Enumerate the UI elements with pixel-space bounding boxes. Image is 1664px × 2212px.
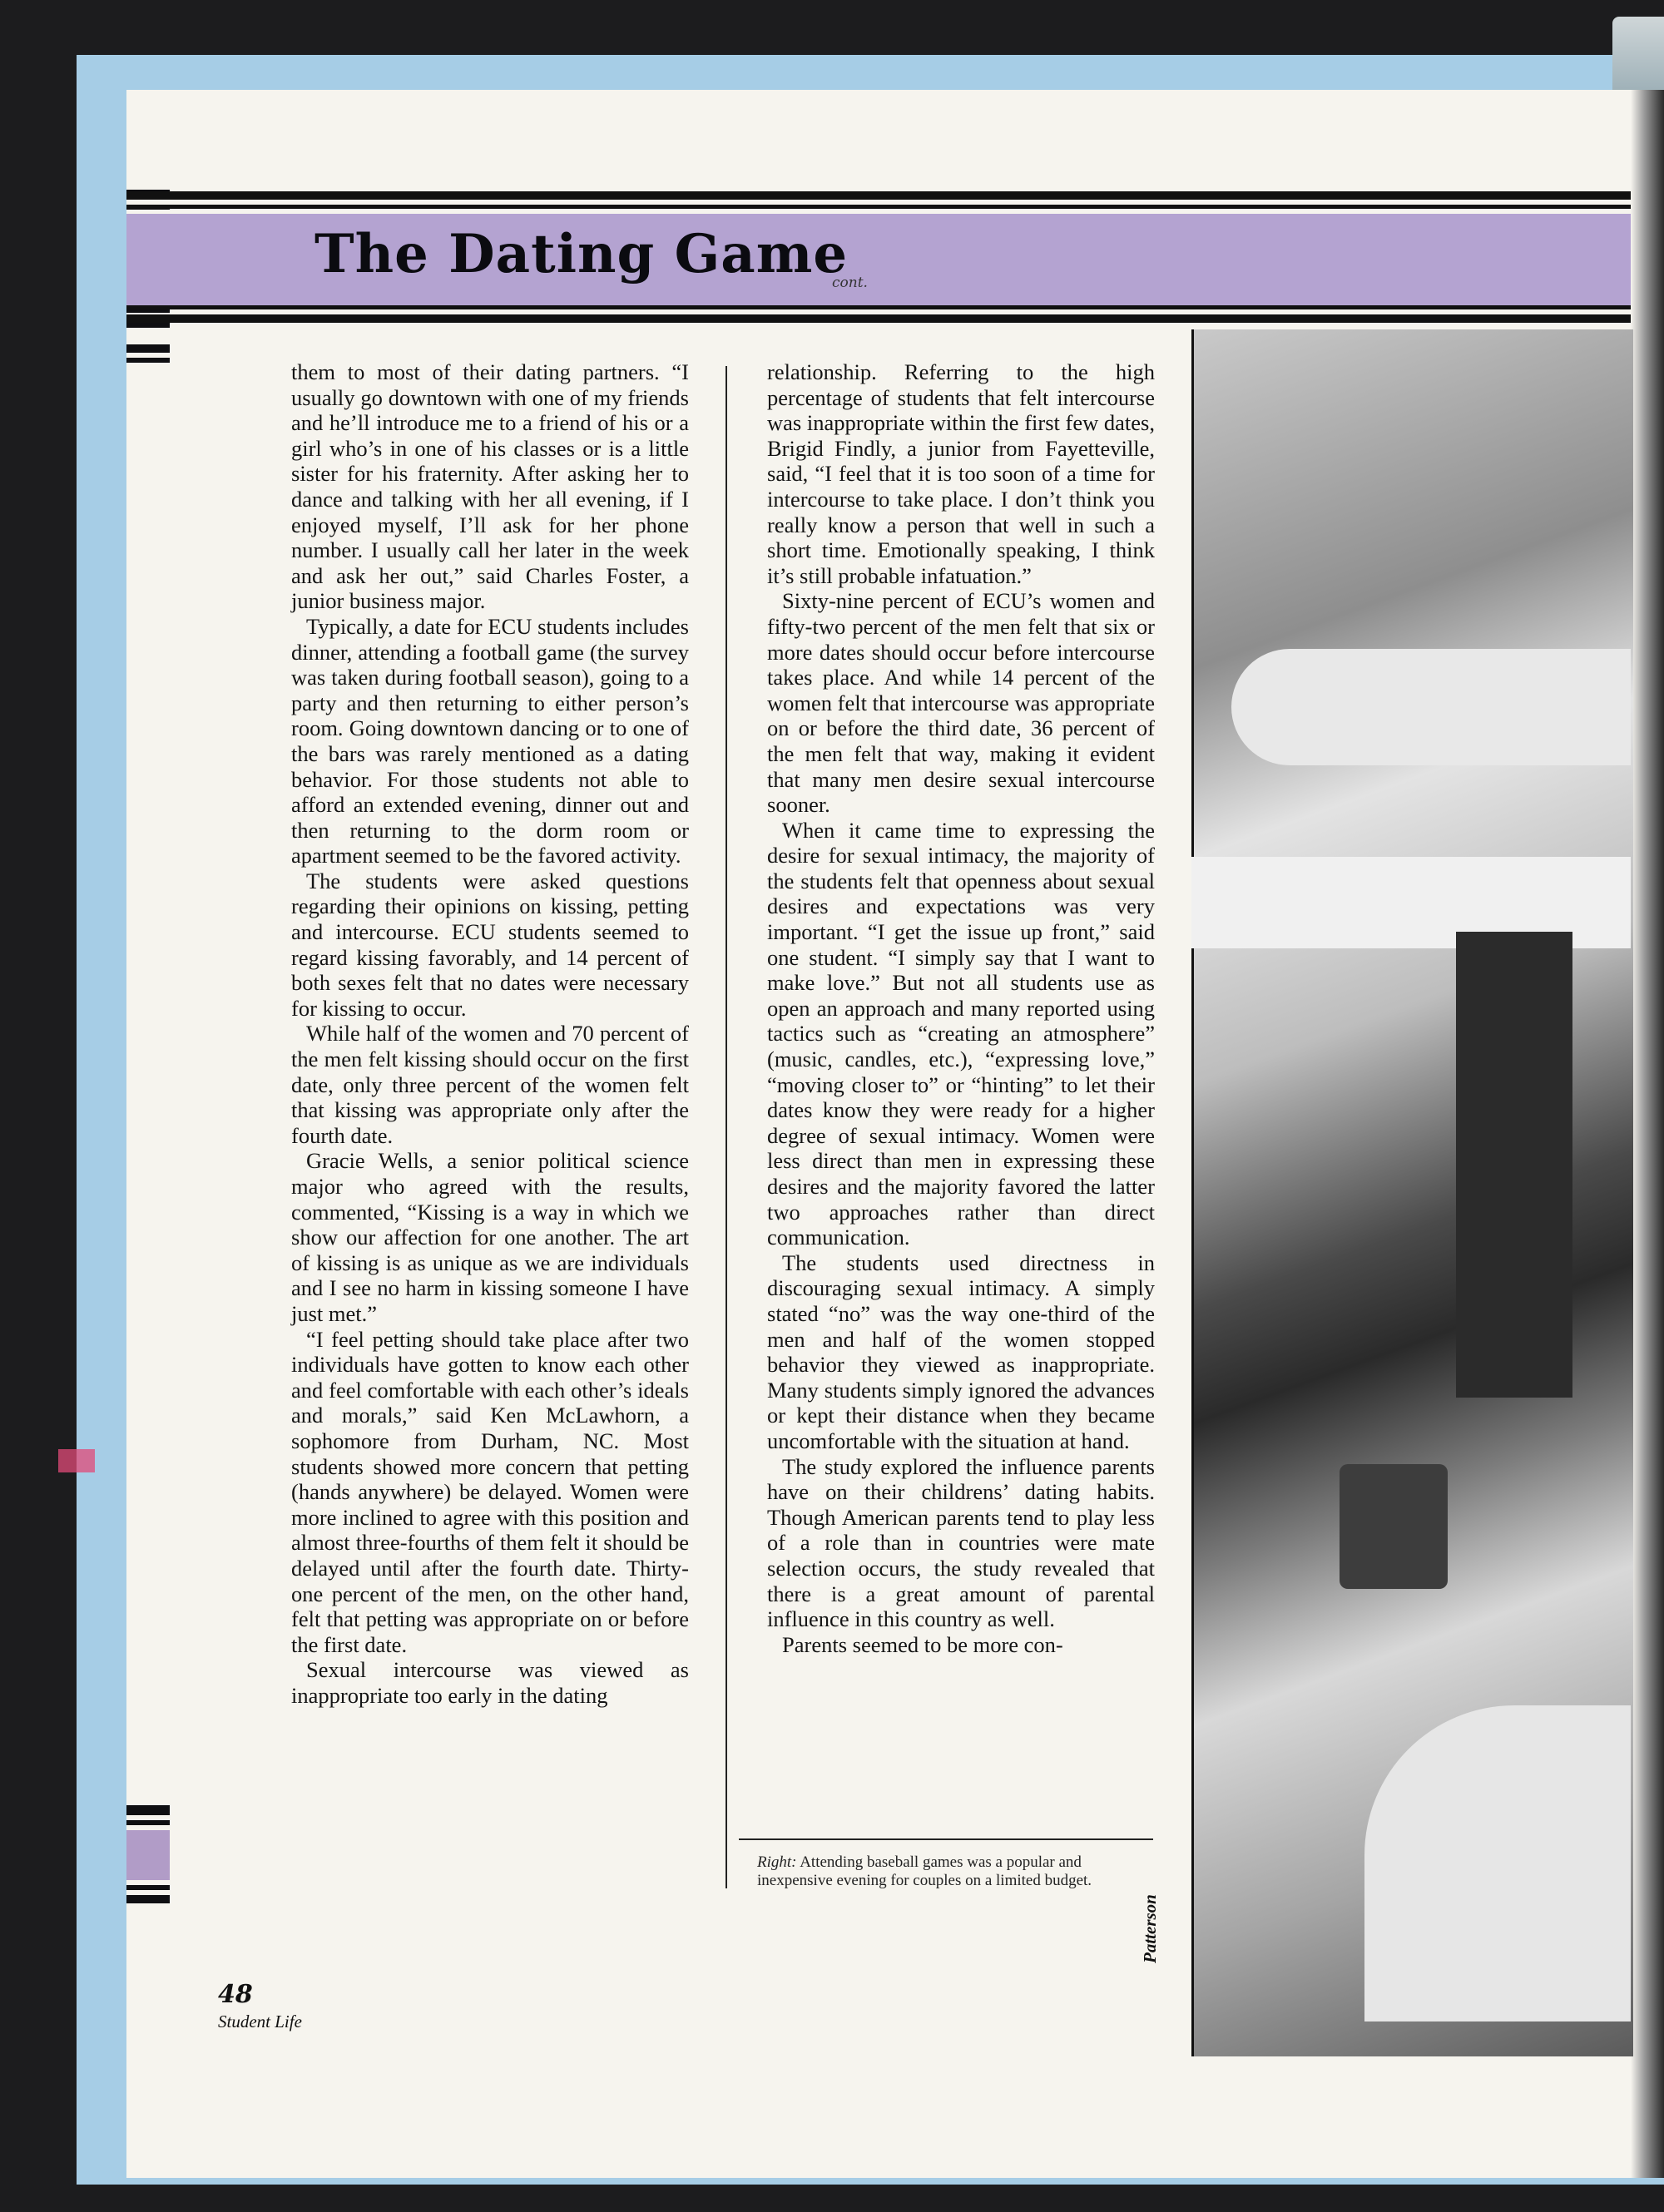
- paragraph: The study explored the influence parents have on their childrens’ dating habits. Though American parents tend to play less of a role than in countries were mate selection occurs, the study revealed that there is a great amount of parental influence in this country as well.: [767, 1453, 1155, 1632]
- photo-leg: [1364, 1705, 1631, 2021]
- paragraph: Parents seemed to be more con-: [782, 1631, 1063, 1657]
- margin-bar-lilac: [126, 1830, 170, 1880]
- paragraph: The students were asked questions regarding their opinions on kissing, petting and intercourse. ECU students seemed to regard kissing favorably, and 14 percent of both sexes felt that no dates were necessary for kissing to occur.: [291, 868, 689, 1021]
- photo-post: [1456, 932, 1572, 1398]
- caption-rule: [739, 1838, 1153, 1840]
- caption-text: Attending baseball games was a popular and inexpensive evening for couples on a limited budget.: [757, 1853, 1092, 1889]
- paragraph: Gracie Wells, a senior political science major who agreed with the results, commented, “Kissing is a way in which we show our affection for one another. The art of kissing is as unique as we are individuals and I see no harm in kissing someone I have just met.”: [291, 1148, 689, 1326]
- paragraph: While half of the women and 70 percent of the men felt kissing should occur on the first date, only three percent of the women felt that kissing was appropriate only after the fourth date.: [291, 1021, 689, 1148]
- page-title: The Dating Game: [314, 223, 849, 285]
- paragraph: relationship. Referring to the high percentage of students that felt intercourse was inappropriate within the first few dates, Brigid Findly, a junior from Fayetteville, said, “I feel that it is too soon of a time for intercourse to take place. I don’t think you really know a person that well in such a short time. Emotionally speaking, I think it’s still probable infatuation.”: [767, 359, 1155, 588]
- bottom-rule: [126, 314, 1631, 323]
- margin-bar: [126, 358, 170, 363]
- spine-shadow: [1631, 90, 1664, 2178]
- paragraph: Sixty-nine percent of ECU’s women and fifty-two percent of the men felt that six or more dates should occur before intercourse takes place. And while 14 percent of the women felt that intercourse was appropriate on or before the third date, 36 percent of the men felt that way, making it evident that many men desire sexual intercourse sooner.: [767, 588, 1155, 818]
- margin-bar: [126, 1895, 170, 1903]
- margin-bar: [126, 1805, 170, 1815]
- top-rule-thin: [126, 205, 1631, 209]
- page-number: 48: [218, 1980, 253, 2009]
- paragraph: Typically, a date for ECU students includes dinner, attending a football game (the survey was taken during football season), going to a party and then returning to either person’s room. Going downtown dancing or to one of the bars was rarely mentioned as a dating behavior. For those students not able to afford an extended evening, dinner out and then returning to the dorm room or apartment seemed to be the favored activity.: [291, 613, 689, 868]
- bottom-rule-thin: [126, 305, 1631, 309]
- paragraph: Sexual intercourse was viewed as inappropriate too early in the dating: [291, 1657, 689, 1708]
- article-column-2: [767, 359, 1155, 1657]
- paragraph: When it came time to expressing the desire for sexual intimacy, the majority of the students felt that openness about sexual desires and expectations was very important. “I get the issue up front,” said one student. “I simply say that I want to make love.” But not all students use as open an approach and many reported using tactics such as “creating an atmosphere” (music, candles, etc.), “expressing love,” “moving closer to” or “hinting” to let their dates know they were ready for a higher degree of sexual intimacy. Women were less direct than men in expressing these desires and the majority favored the latter two approaches rather than direct communication.: [767, 817, 1155, 1250]
- article-column-1: [291, 359, 689, 1708]
- paragraph: them to most of their dating partners. “I usually go downtown with one of my friends and he’ll introduce me to a friend of his or a girl who’s in one of his classes or is a little sister for his fraternity. After asking her to dance and talking with her all evening, if I enjoyed myself, I’ll ask for her phone number. I usually call her later in the week and ask her out,” said Charles Foster, a junior business major.: [291, 359, 689, 614]
- margin-bar: [126, 344, 170, 353]
- caption-lead: Right:: [757, 1853, 797, 1871]
- photo-cup: [1340, 1464, 1448, 1589]
- photo-caption: [757, 1853, 1148, 1890]
- paragraph: The students used directness in discouraging sexual intimacy. A simply stated “no” was the way one-third of the men and half of the women stopped behavior they viewed as inappropriate. Many students simply ignored the advances or kept their distance when they became uncomfortable with the situation at hand.: [767, 1250, 1155, 1453]
- title-band-left: [126, 214, 175, 305]
- margin-bar: [126, 1885, 170, 1890]
- paragraph: “I feel petting should take place after two individuals have gotten to know each other and feel comfortable with each other’s ideals and morals,” said Ken McLawhorn, a sophomore from Durham, NC. Most students showed more concern that petting (hands anywhere) be delayed. Women were more inclined to agree with this position and almost three-fourths of them felt it should be delayed until after the fourth date. Thirty-one percent of the men, on the other hand, felt that petting was appropriate on or before the first date.: [291, 1326, 689, 1657]
- photo-arm: [1231, 649, 1631, 765]
- top-rule: [126, 191, 1631, 200]
- photo-credit: Patterson: [1140, 1894, 1160, 1963]
- edge-sticker: [58, 1449, 95, 1472]
- title-continued: cont.: [832, 275, 868, 291]
- margin-bar: [126, 1820, 170, 1825]
- section-name: Student Life: [218, 2012, 302, 2031]
- column-divider: [726, 366, 727, 1888]
